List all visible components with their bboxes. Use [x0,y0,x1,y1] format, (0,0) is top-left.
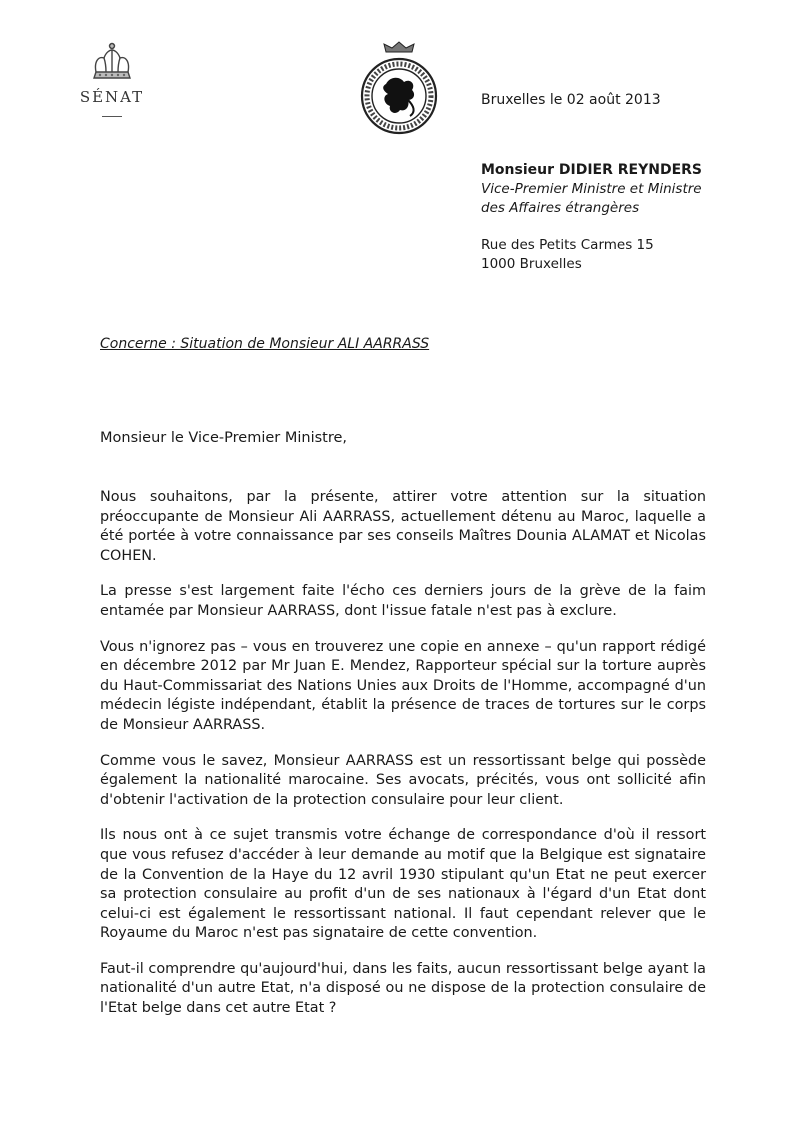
crown-icon [88,42,136,82]
letter-body [100,488,706,1035]
subject-line: Concerne : Situation de Monsieur ALI AARRASS [100,336,430,352]
paragraph: Ils nous ont à ce sujet transmis votre échange de correspondance d'où il ressort que vous refusez d'accéder à leur demande au motif que la Belgique est signataire de la Convention de la Haye du 12 avril 1930 stipulant qu'un Etat ne peut exercer sa protection consulaire au profit d'un de ses nationaux à l'égard d'un Etat dont celui-ci est également le ressortissant national. Il faut cependant relever que le Royaume du Maroc n'est pas signataire de cette convention. [100,827,706,942]
paragraph: La presse s'est largement faite l'écho ces derniers jours de la grève de la faim entamée par Monsieur AARRASS, dont l'issue fatale n'est pas à exclure. [100,583,706,619]
paragraph: Nous souhaitons, par la présente, attirer votre attention sur la situation préoccupante de Monsieur Ali AARRASS, actuellement détenu au Maroc, laquelle a été portée à votre connaissance par ses conseils Maîtres Dounia ALAMAT et Nicolas COHEN. [100,489,706,564]
addressee-role-line2: des Affaires étrangères [481,200,640,216]
divider [102,116,122,117]
paragraph: Vous n'ignorez pas – vous en trouverez une copie en annexe – qu'un rapport rédigé en décembre 2012 par Mr Juan E. Mendez, Rapporteur spécial sur la torture auprès du Haut-Commissariat des Nations Unies aux Droits de l'Homme, accompagné d'un médecin légiste indépendant, établit la présence de traces de tortures sur le corps de Monsieur AARRASS. [100,638,706,733]
addressee-block [481,161,702,274]
paragraph: Comme vous le savez, Monsieur AARRASS est un ressortissant belge qui possède également la nationalité marocaine. Ses avocats, précités, vous ont sollicité afin d'obtenir l'activation de la protection consulaire pour leur client. [100,752,706,808]
addressee-name: Monsieur DIDIER REYNDERS [481,162,703,178]
address-line1: Rue des Petits Carmes 15 [481,237,654,253]
senat-logo [68,42,156,117]
salutation: Monsieur le Vice-Premier Ministre, [100,430,348,446]
address-line2: 1000 Bruxelles [481,256,582,272]
addressee-role-line1: Vice-Premier Ministre et Ministre [481,181,702,197]
senat-label: SÉNAT [79,88,145,106]
paragraph: Faut-il comprendre qu'aujourd'hui, dans les faits, aucun ressortissant belge ayant la nationalité d'un autre Etat, n'a disposé ou ne dispose de la protection consulaire de l'Etat belge dans cet autre Etat ? [100,960,706,1017]
lion-seal-icon [356,40,442,135]
letter-date: Bruxelles le 02 août 2013 [481,92,661,108]
